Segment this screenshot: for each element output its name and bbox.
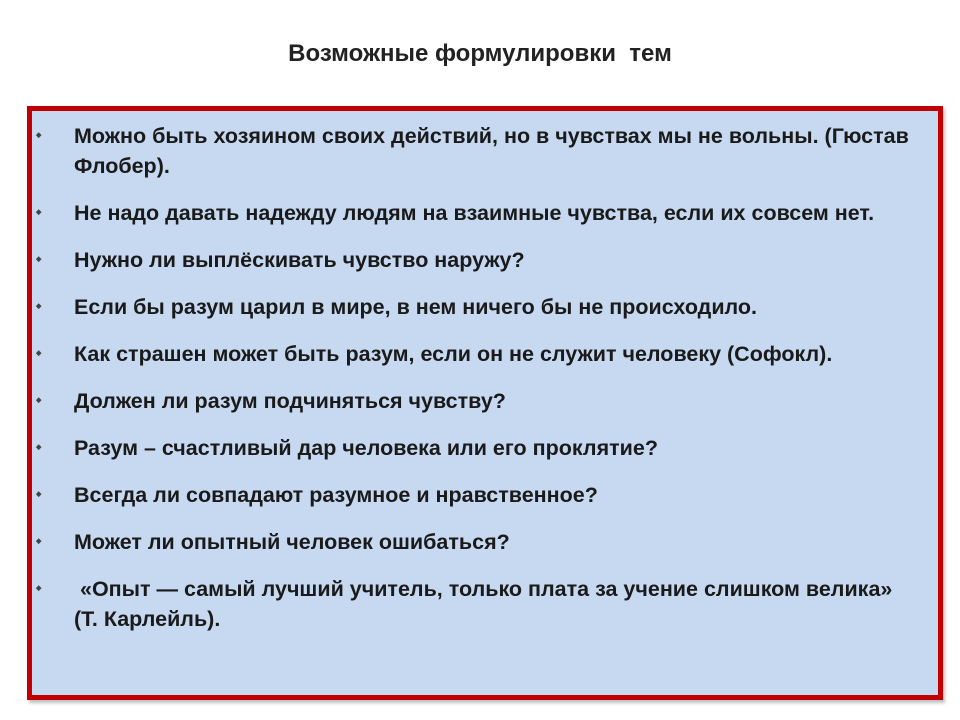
diamond-bullet-icon: ◆: [36, 444, 42, 451]
topic-item: [32, 339, 938, 369]
topic-text: Можно быть хозяином своих действий, но в чувствах мы не вольны. (Гюстав Флобер).: [74, 124, 915, 178]
topic-item: [32, 292, 938, 322]
slide-title: Возможные формулировки тем: [288, 40, 672, 67]
topic-text: Не надо давать надежду людям на взаимные чувства, если их совсем нет.: [74, 201, 875, 225]
topic-item: [32, 198, 938, 228]
diamond-bullet-icon: ◆: [36, 209, 42, 216]
topics-box: [27, 106, 943, 700]
topic-text: Как страшен может быть разум, если он не служит человеку (Софокл).: [74, 342, 833, 366]
diamond-bullet-icon: ◆: [36, 350, 42, 357]
topic-item: [32, 574, 938, 634]
topic-item: [32, 121, 938, 181]
topic-item: [32, 527, 938, 557]
topic-text: Всегда ли совпадают разумное и нравственное?: [74, 483, 598, 507]
topic-text: «Опыт — самый лучший учитель, только плата за учение слишком велика» (Т. Карлейль).: [74, 577, 899, 631]
topic-text: Должен ли разум подчиняться чувству?: [74, 389, 506, 413]
diamond-bullet-icon: ◆: [36, 132, 42, 139]
diamond-bullet-icon: ◆: [36, 397, 42, 404]
topic-text: Нужно ли выплёскивать чувство наружу?: [74, 248, 525, 272]
topic-item: [32, 386, 938, 416]
diamond-bullet-icon: ◆: [36, 491, 42, 498]
diamond-bullet-icon: ◆: [36, 303, 42, 310]
topic-item: [32, 245, 938, 275]
topic-text: Разум – счастливый дар человека или его проклятие?: [74, 436, 658, 460]
topic-item: [32, 480, 938, 510]
topic-item: [32, 433, 938, 463]
topics-list: [32, 121, 938, 651]
diamond-bullet-icon: ◆: [36, 585, 42, 592]
diamond-bullet-icon: ◆: [36, 256, 42, 263]
topic-text: Если бы разум царил в мире, в нем ничего бы не происходило.: [74, 295, 758, 319]
topic-text: Может ли опытный человек ошибаться?: [74, 530, 510, 554]
diamond-bullet-icon: ◆: [36, 538, 42, 545]
